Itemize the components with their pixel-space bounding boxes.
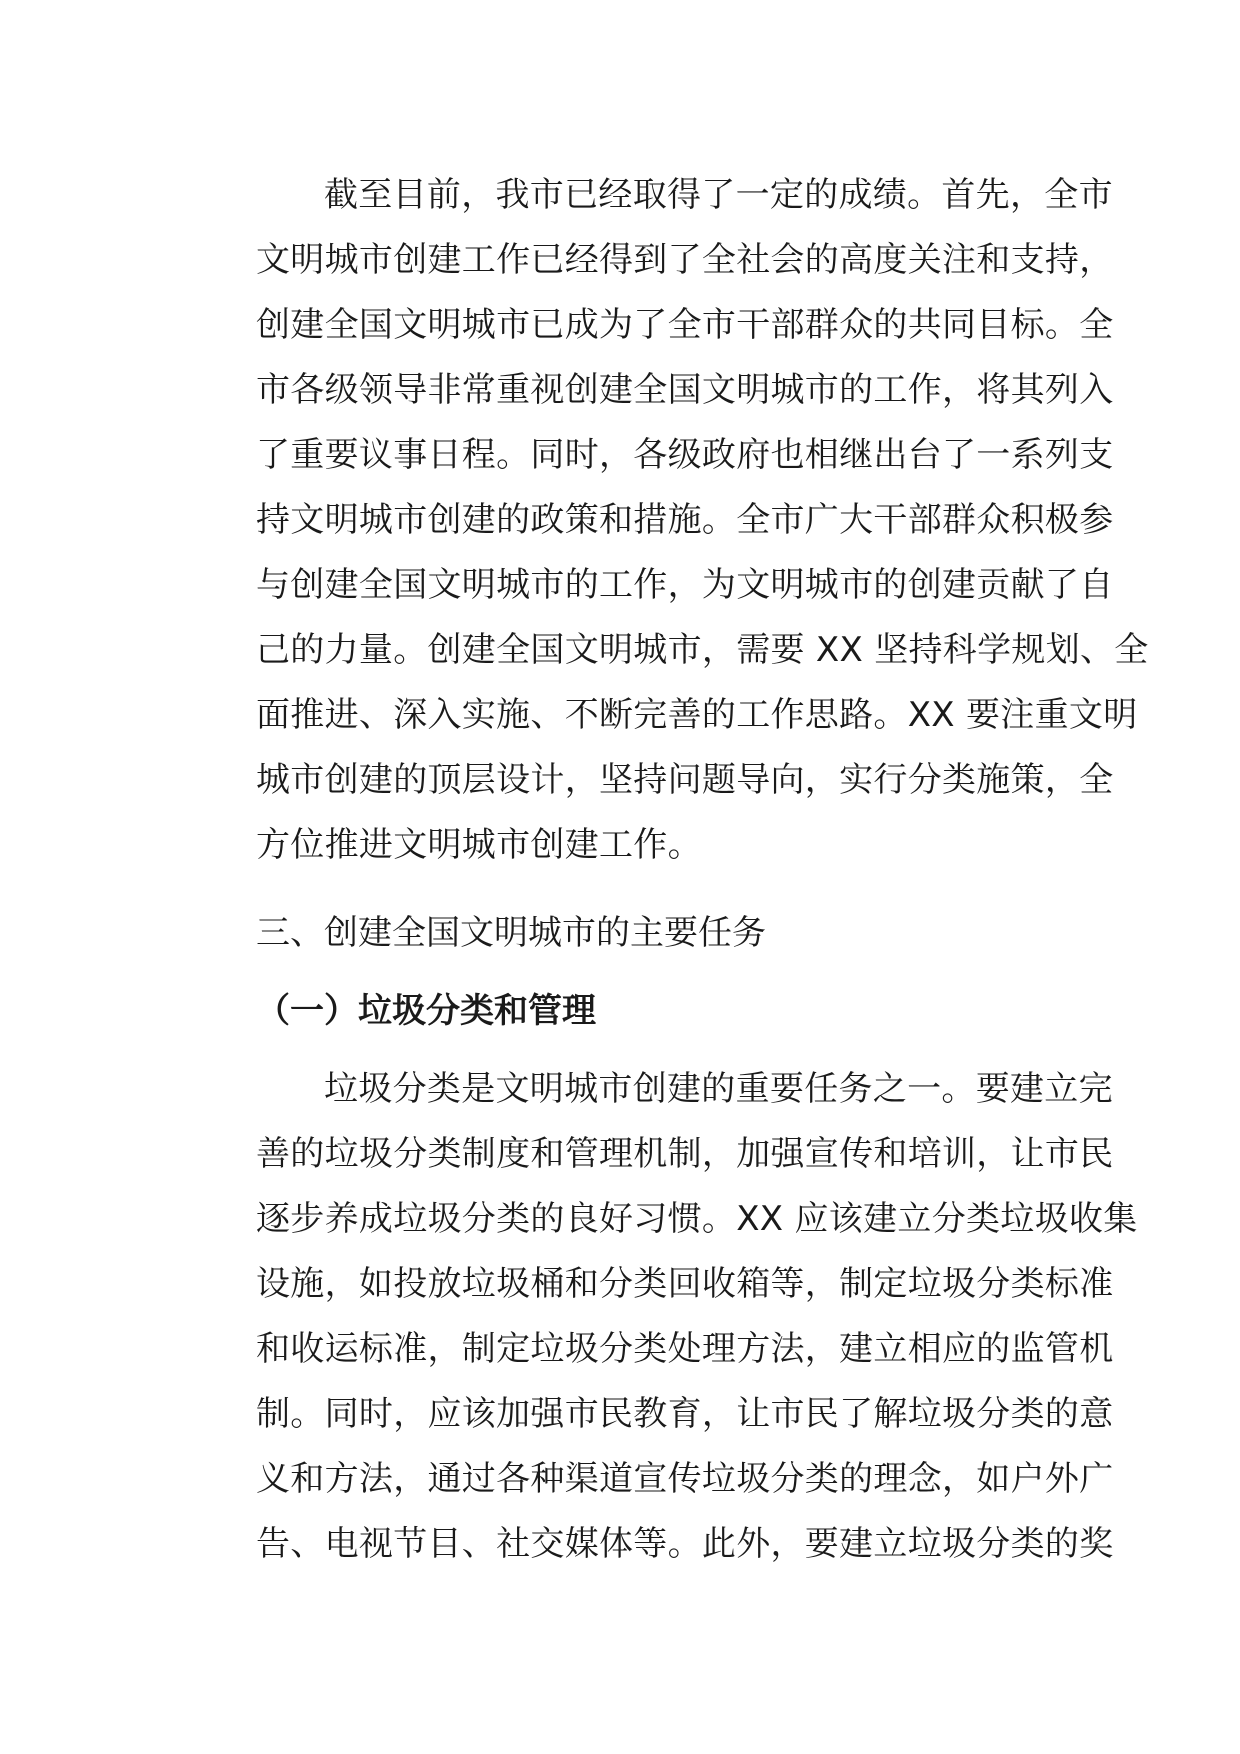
paragraph-line: 持文明城市创建的政策和措施。全市广大干部群众积极参 bbox=[256, 500, 1114, 540]
paragraph-line: 创建全国文明城市已成为了全市干部群众的共同目标。全 bbox=[256, 305, 1114, 345]
paragraph-line: 义和方法，通过各种渠道宣传垃圾分类的理念，如户外广 bbox=[256, 1459, 1114, 1499]
body-paragraph-waste-sorting bbox=[188, 1057, 1138, 1577]
paragraph-line: 设施，如投放垃圾桶和分类回收箱等，制定垃圾分类标准 bbox=[256, 1264, 1114, 1304]
paragraph-line: 截至目前，我市已经取得了一定的成绩。首先，全市 bbox=[324, 175, 1113, 215]
section-heading: 三、创建全国文明城市的主要任务 bbox=[256, 913, 766, 953]
paragraph-line: 己的力量。创建全国文明城市，需要 XX 坚持科学规划、全 bbox=[256, 630, 1149, 670]
paragraph-line: 与创建全国文明城市的工作，为文明城市的创建贡献了自 bbox=[256, 565, 1114, 605]
sub-heading: （一）垃圾分类和管理 bbox=[256, 991, 596, 1031]
paragraph-line: 告、电视节目、社交媒体等。此外，要建立垃圾分类的奖 bbox=[256, 1524, 1114, 1564]
paragraph-line: 垃圾分类是文明城市创建的重要任务之一。要建立完 bbox=[324, 1069, 1113, 1109]
paragraph-line: 文明城市创建工作已经得到了全社会的高度关注和支持， bbox=[256, 240, 1114, 280]
paragraph-line: 了重要议事日程。同时，各级政府也相继出台了一系列支 bbox=[256, 435, 1114, 475]
paragraph-line: 善的垃圾分类制度和管理机制，加强宣传和培训，让市民 bbox=[256, 1134, 1114, 1174]
document-page bbox=[188, 163, 1149, 1577]
paragraph-line: 市各级领导非常重视创建全国文明城市的工作，将其列入 bbox=[256, 370, 1114, 410]
paragraph-line: 方位推进文明城市创建工作。 bbox=[256, 825, 702, 865]
paragraph-line: 城市创建的顶层设计，坚持问题导向，实行分类施策，全 bbox=[256, 760, 1114, 800]
paragraph-line: 制。同时，应该加强市民教育，让市民了解垃圾分类的意 bbox=[256, 1394, 1114, 1434]
paragraph-line: 逐步养成垃圾分类的良好习惯。XX 应该建立分类垃圾收集 bbox=[256, 1199, 1138, 1239]
paragraph-line: 面推进、深入实施、不断完善的工作思路。XX 要注重文明 bbox=[256, 695, 1138, 735]
body-paragraph-achievements bbox=[188, 163, 1149, 878]
paragraph-line: 和收运标准，制定垃圾分类处理方法，建立相应的监管机 bbox=[256, 1329, 1114, 1369]
